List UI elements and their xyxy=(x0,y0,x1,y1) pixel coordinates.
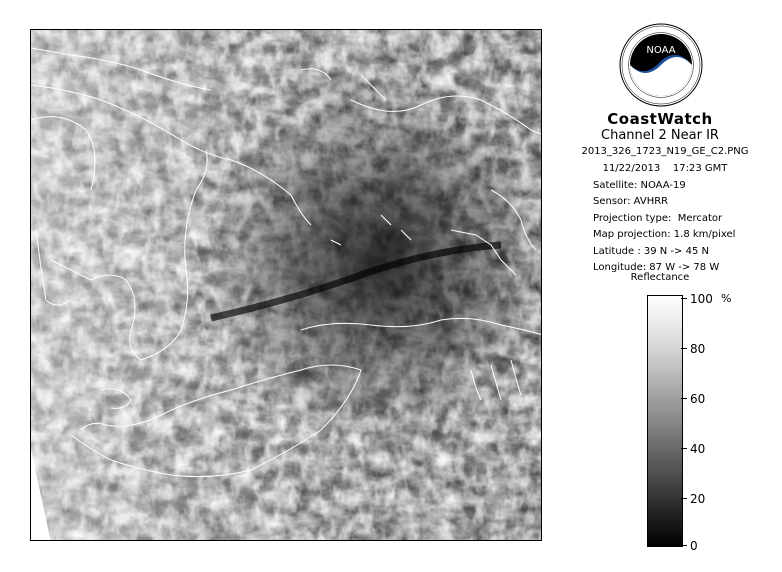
colorbar-tick xyxy=(681,498,687,499)
reflectance-colorbar xyxy=(647,295,683,547)
map-projection: Map projection: 1.8 km/pixel xyxy=(593,229,736,240)
product-title: CoastWatch xyxy=(607,110,713,128)
longitude: Longitude: 87 W -> 78 W xyxy=(593,262,720,273)
noaa-logo xyxy=(619,23,703,107)
colorbar-tick-label: 0 xyxy=(690,539,698,553)
cloud-imagery-svg xyxy=(31,30,542,541)
colorbar-tick xyxy=(681,348,687,349)
colorbar-label: Reflectance xyxy=(630,272,690,283)
projection-type: Projection type: Mercator xyxy=(593,213,723,224)
colorbar-tick xyxy=(681,448,687,449)
colorbar-tick-label: 60 xyxy=(690,392,706,406)
channel-label: Channel 2 Near IR xyxy=(601,128,719,143)
filename: 2013_326_1723_N19_GE_C2.PNG xyxy=(581,146,749,157)
colorbar-unit: % xyxy=(721,292,732,305)
logo-center-text: NOAA xyxy=(646,45,676,56)
satellite-image xyxy=(30,29,542,541)
latitude: Latitude : 39 N -> 45 N xyxy=(593,246,709,257)
satellite: Satellite: NOAA-19 xyxy=(593,180,686,191)
colorbar-tick xyxy=(681,298,687,299)
colorbar-tick xyxy=(681,398,687,399)
colorbar-tick xyxy=(681,545,687,546)
colorbar-tick-label: 100 xyxy=(690,292,713,306)
colorbar-tick-label: 40 xyxy=(690,442,706,456)
sensor: Sensor: AVHRR xyxy=(593,196,669,207)
date-time: 11/22/2013 17:23 GMT xyxy=(602,163,728,174)
colorbar-tick-label: 80 xyxy=(690,342,706,356)
colorbar-tick-label: 20 xyxy=(690,492,706,506)
